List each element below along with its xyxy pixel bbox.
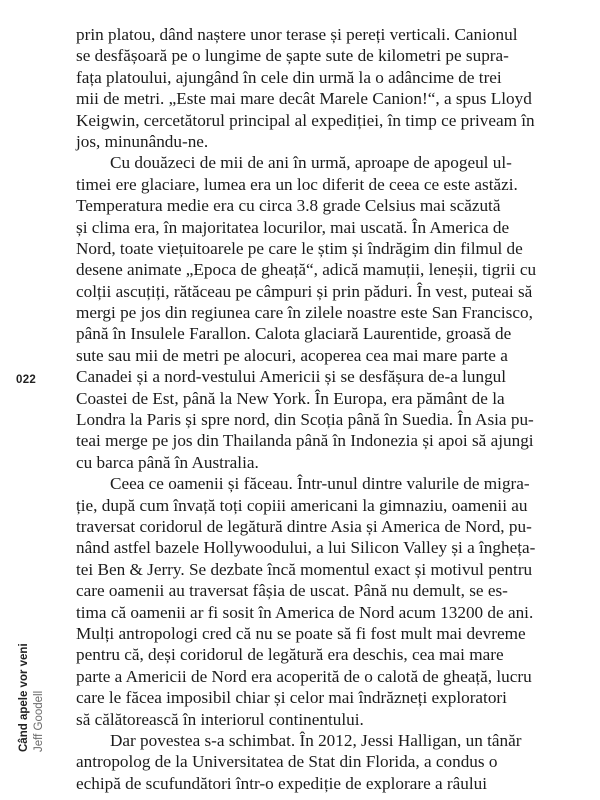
author-name: Jeff Goodell [33,690,45,752]
text-line: Cu douăzeci de mii de ani în urmă, aproape de apogeul ul- [110,153,512,173]
text-line: Temperatura medie era cu circa 3.8 grade Celsius mai scăzută [76,196,501,216]
text-line: pentru că, deși coridorul de legătură era deschis, cea mai mare [76,645,504,665]
text-line: Coastei de Est, până la New York. În Europa, era pământ de la [76,388,505,408]
text-line: se desfășoară pe o lungime de șapte sute de kilometri pe supra- [76,46,509,66]
text-line: parte a Americii de Nord era acoperită de o calotă de gheață, lucru [76,666,532,686]
text-line: sute sau mii de metri pe alocuri, acoperea cea mai mare parte a [76,345,508,365]
text-line: Canadei și a nord-vestului Americii și se desfășura de-a lungul [76,367,507,387]
text-line: până în Insulele Farallon. Calota glaciară Laurentide, groasă de [76,324,512,344]
text-line: care oamenii au traversat fâșia de uscat. Până nu demult, se es- [76,581,508,601]
text-line: ție, după cum învață toți copiii americani la gimnaziu, oamenii au [76,495,528,515]
text-line: antropolog de la Universitatea de Stat din Florida, a condus o [76,752,498,772]
text-line: tima că oamenii ar fi sosit în America de Nord acum 13200 de ani. [76,602,534,622]
text-line: Londra la Paris și spre nord, din Scoția până în Suedia. În Asia pu- [76,410,534,430]
text-line: desene animate „Epoca de gheață“, adică mamuții, leneșii, tigrii cu [76,260,537,280]
text-line: Mulți antropologi cred că nu se poate să fi fost mult mai devreme [76,623,526,643]
text-line: teai merge pe jos din Thailanda până în Indonezia și apoi să ajungi [76,431,534,451]
text-line: echipă de scufundători într-o expediție de explorare a râului [76,773,488,793]
text-line: Nord, toate viețuitoarele pe care le știm și îndrăgim din filmul de [76,238,523,258]
text-line: și clima era, în majoritatea locurilor, mai uscată. În America de [76,217,510,237]
text-line: Ceea ce oamenii și făceau. Într-unul dintre valurile de migra- [110,474,530,494]
text-line: jos, minunându-ne. [76,131,209,151]
text-line: Keigwin, cercetătorul principal al expediției, în timp ce priveam în [76,110,535,130]
text-line: să călătorească în interiorul continentului. [76,709,364,729]
text-line: Dar povestea s-a schimbat. În 2012, Jessi Halligan, un tânăr [110,730,522,750]
text-line: fața platoului, ajungând în cele din urmă la o adâncime de trei [76,67,502,87]
page-number: 022 [16,374,37,386]
book-title: Când apele vor veni [18,643,30,752]
text-line: colții ascuțiți, rătăceau pe câmpuri și prin păduri. În vest, puteai să [76,281,533,301]
text-line: mergi pe jos din regiunea care în zilele noastre este San Francisco, [76,303,533,323]
body-text [76,24,570,794]
text-line: traversat coridorul de legătură dintre Asia și America de Nord, pu- [76,516,532,536]
text-line: nând astfel bazele Hollywoodului, a lui Silicon Valley și a înghețа- [76,538,536,558]
text-line: mii de metri. „Este mai mare decât Marele Canion!“, a spus Lloyd [76,89,532,109]
text-line: care le făcea imposibil chiar și celor mai îndrăzneți exploratori [76,688,507,708]
text-line: cu barca până în Australia. [76,452,259,472]
running-head [0,643,45,752]
text-line: timei ere glaciare, lumea era un loc diferit de ceea ce este astăzi. [76,174,518,194]
text-line: tei Ben & Jerry. Se dezbate încă momentul exact și motivul pentru [76,559,533,579]
text-line: prin platou, dând naștere unor terase și pereți verticali. Canionul [76,25,518,44]
